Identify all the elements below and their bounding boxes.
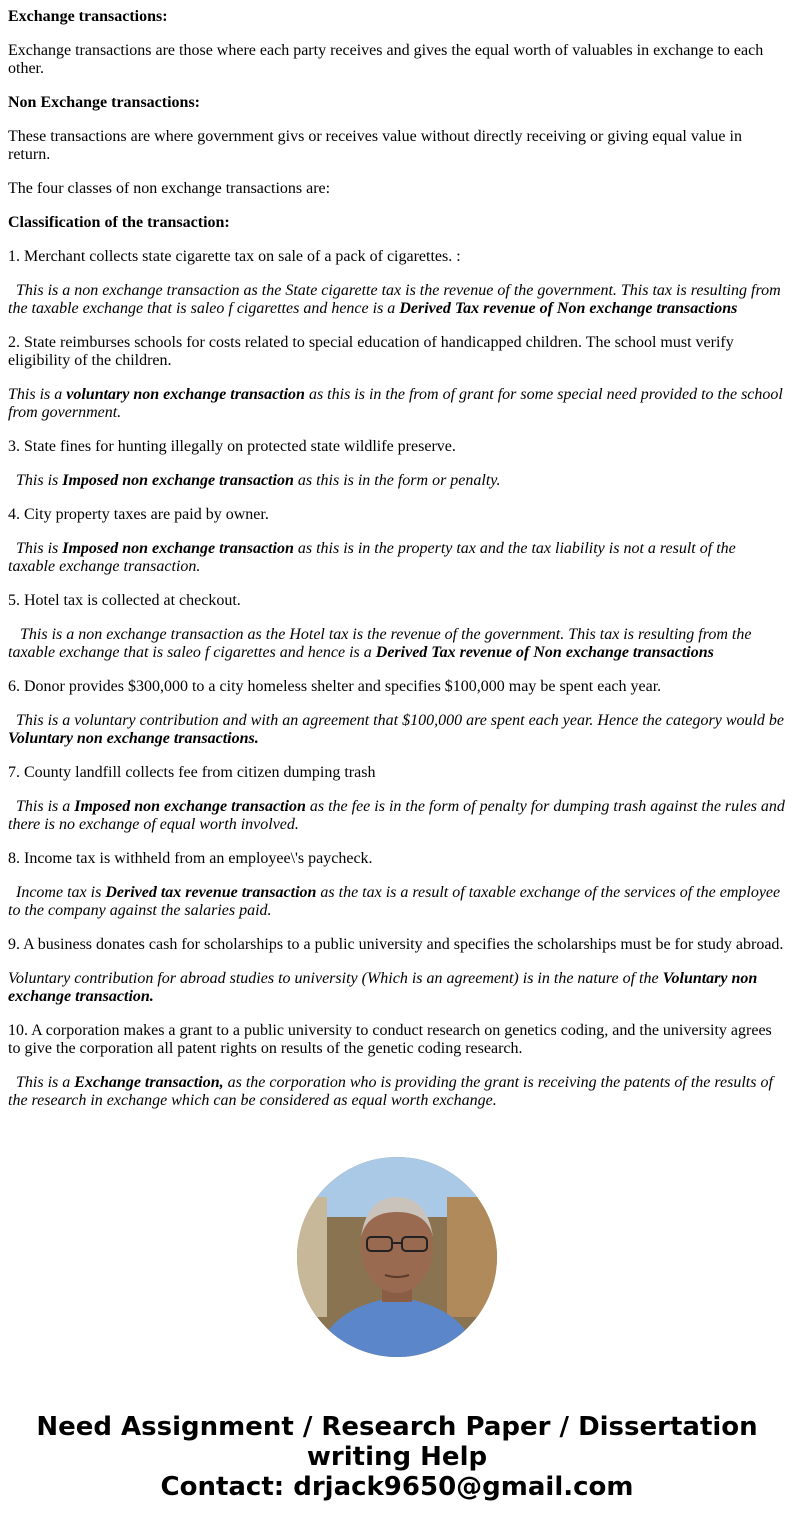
paragraph <box>8 850 786 868</box>
bold-italic-text-span: voluntary non exchange transaction <box>66 386 305 403</box>
paragraph <box>8 540 786 576</box>
bold-italic-text-span: Derived Tax revenue of Non exchange transactions <box>399 300 738 317</box>
paragraph <box>8 626 786 662</box>
footer-help-text: Need Assignment / Research Paper / Dissertation writing Help <box>36 1412 758 1472</box>
text-span: The four classes of non exchange transactions are: <box>8 180 331 197</box>
text-span: 6. Donor provides $300,000 to a city homeless shelter and specifies $100,000 may be spent each year. <box>8 678 662 695</box>
italic-text-span: This is a non exchange transaction as the State cigarette tax is the revenue of the government. This tax is resulting from the taxable exchange that is saleo f cigarettes and hence is a <box>8 282 781 317</box>
bold-text-span: Exchange transactions: <box>8 8 168 25</box>
italic-text-span: This is <box>8 540 63 557</box>
italic-text-span: This is a non exchange transaction as the Hotel tax is the revenue of the government. This tax is resulting from the taxable exchange that is saleo f cigarettes and hence is a <box>8 626 752 661</box>
bold-text-span: Classification of the transaction: <box>8 214 230 231</box>
paragraph <box>8 712 786 748</box>
paragraph <box>8 472 786 490</box>
paragraph <box>8 506 786 524</box>
italic-text-span: as this is in the form or penalty. <box>293 472 501 489</box>
text-span: 7. County landfill collects fee from citizen dumping trash <box>8 764 376 781</box>
paragraph <box>8 1074 786 1110</box>
paragraph <box>8 438 786 456</box>
italic-text-span: Voluntary contribution for abroad studies to university (Which is an agreement) is in the nature of the <box>8 970 663 987</box>
bold-italic-text-span: Imposed non exchange transaction <box>62 540 294 557</box>
document-body <box>8 8 786 1110</box>
italic-text-span: as this is in the property tax and the tax liability is not a result of the taxable exchange transaction. <box>8 540 736 575</box>
paragraph <box>8 94 786 112</box>
paragraph <box>8 884 786 920</box>
bold-italic-text-span: Exchange transaction, <box>74 1074 224 1091</box>
text-span: 3. State fines for hunting illegally on protected state wildlife preserve. <box>8 438 456 455</box>
text-span: 1. Merchant collects state cigarette tax on sale of a pack of cigarettes. : <box>8 248 461 265</box>
paragraph <box>8 180 786 198</box>
paragraph <box>8 42 786 78</box>
contact-footer <box>8 1412 786 1502</box>
italic-text-span: as the corporation who is providing the grant is receiving the patents of the results of the research in exchange which can be considered as equal worth exchange. <box>8 1074 773 1109</box>
italic-text-span: as the tax is a result of taxable exchange of the services of the employee to the company against the salaries paid. <box>8 884 781 919</box>
italic-text-span: This is a <box>8 798 75 815</box>
paragraph <box>8 214 786 232</box>
bold-italic-text-span: Voluntary non exchange transaction. <box>8 970 758 1005</box>
bold-italic-text-span: Derived tax revenue transaction <box>105 884 317 901</box>
paragraph <box>8 764 786 782</box>
italic-text-span: This is <box>8 472 63 489</box>
text-span: 2. State reimburses schools for costs related to special education of handicapped children. The school must verify eligibility of the children. <box>8 334 734 369</box>
text-span: Exchange transactions are those where each party receives and gives the equal worth of valuables in exchange to each other. <box>8 42 764 77</box>
paragraph <box>8 970 786 1006</box>
paragraph <box>8 282 786 318</box>
paragraph <box>8 678 786 696</box>
bold-italic-text-span: Derived Tax revenue of Non exchange transactions <box>375 644 714 661</box>
paragraph <box>8 248 786 266</box>
paragraph <box>8 8 786 26</box>
paragraph <box>8 592 786 610</box>
paragraph <box>8 936 786 954</box>
italic-text-span: Income tax is <box>8 884 106 901</box>
paragraph <box>8 1022 786 1058</box>
footer-contact-email: Contact: drjack9650@gmail.com <box>160 1472 634 1502</box>
bold-text-span: Non Exchange transactions: <box>8 94 201 111</box>
text-span: 9. A business donates cash for scholarships to a public university and specifies the scholarships must be for study abroad. <box>8 936 784 953</box>
italic-text-span: This is a voluntary contribution and with an agreement that $100,000 are spent each year. Hence the category would be <box>8 712 785 729</box>
text-span: 8. Income tax is withheld from an employee\'s paycheck. <box>8 850 373 867</box>
paragraph <box>8 798 786 834</box>
text-span: 10. A corporation makes a grant to a public university to conduct research on genetics coding, and the university agrees to give the corporation all patent rights on results of the genetic coding research. <box>8 1022 772 1057</box>
paragraph <box>8 334 786 370</box>
bold-italic-text-span: Imposed non exchange transaction <box>62 472 294 489</box>
italic-text-span: This is a <box>8 386 67 403</box>
paragraph <box>8 386 786 422</box>
italic-text-span: as the fee is in the form of penalty for dumping trash against the rules and there is no exchange of equal worth involved. <box>8 798 785 833</box>
text-span: 5. Hotel tax is collected at checkout. <box>8 592 241 609</box>
paragraph <box>8 128 786 164</box>
text-span: 4. City property taxes are paid by owner. <box>8 506 269 523</box>
italic-text-span: This is a <box>8 1074 75 1091</box>
author-avatar <box>297 1157 497 1357</box>
italic-text-span: as this is in the from of grant for some special need provided to the school from government. <box>8 386 783 421</box>
text-span: These transactions are where government givs or receives value without directly receiving or giving equal value in return. <box>8 128 742 163</box>
bold-italic-text-span: Imposed non exchange transaction <box>74 798 306 815</box>
bold-italic-text-span: Voluntary non exchange transactions. <box>8 730 259 747</box>
author-photo-container <box>8 1157 786 1362</box>
